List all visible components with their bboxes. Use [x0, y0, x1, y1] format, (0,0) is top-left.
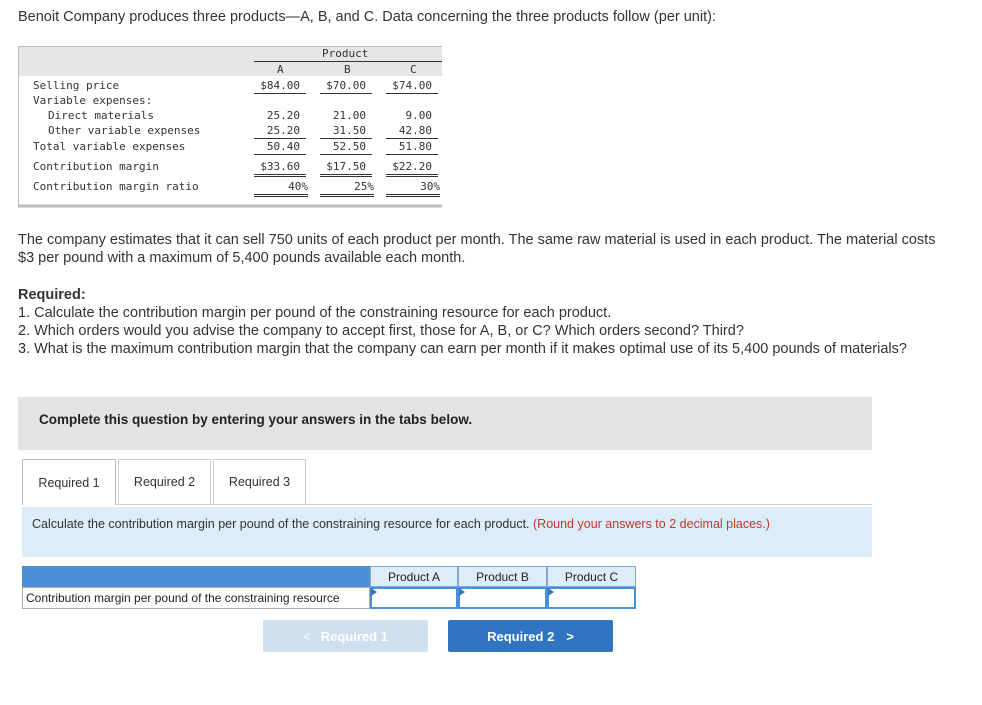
rounding-note: (Round your answers to 2 decimal places.)	[533, 517, 770, 531]
cell: 21.00	[332, 109, 366, 122]
question-instruction	[22, 507, 872, 557]
cell: 25%	[354, 180, 374, 193]
answer-table	[22, 566, 636, 609]
double-underline	[386, 194, 440, 197]
cell: 40%	[288, 180, 308, 193]
cell: $74.00	[392, 79, 432, 92]
cell: 42.80	[398, 124, 432, 137]
tab-baseline	[116, 504, 872, 505]
cell: $33.60	[260, 160, 300, 173]
required-item-1: 1. Calculate the contribution margin per pound of the constraining resource for each product.	[18, 305, 612, 321]
row-label-total-variable-expenses: Total variable expenses	[33, 140, 186, 153]
col-header-b: B	[344, 63, 351, 76]
row-label-other-variable-expenses: Other variable expenses	[48, 124, 201, 137]
intro-text: Benoit Company produces three products—A, B, and C. Data concerning the three products follow (per unit):	[18, 9, 716, 25]
tab-required-2[interactable]: Required 2	[118, 459, 211, 504]
col-header-a: A	[277, 63, 284, 76]
row-label-variable-expenses: Variable expenses:	[33, 94, 153, 107]
row-label-selling-price: Selling price	[33, 79, 120, 92]
cell: $70.00	[326, 79, 366, 92]
double-underline	[254, 174, 306, 177]
input-marker-icon	[459, 588, 465, 596]
underline	[254, 154, 306, 155]
answer-header-blank	[22, 566, 370, 587]
product-data-table	[18, 46, 442, 208]
cell: 25.20	[266, 124, 300, 137]
answer-input-product-b[interactable]	[458, 587, 547, 609]
answer-input-product-a[interactable]	[370, 587, 458, 609]
input-marker-icon	[548, 588, 554, 596]
chevron-right-icon: >	[566, 628, 574, 644]
required-title: Required:	[18, 287, 86, 303]
prev-button-label: Required 1	[320, 628, 388, 644]
underline	[320, 154, 372, 155]
cell: 50.40	[266, 140, 300, 153]
cell: $84.00	[260, 79, 300, 92]
group-underline	[254, 61, 442, 62]
cell: 51.80	[398, 140, 432, 153]
row-label-contribution-margin-ratio: Contribution margin ratio	[33, 180, 199, 193]
next-button-label: Required 2	[487, 628, 555, 644]
tab-required-3[interactable]: Required 3	[213, 459, 306, 504]
cell: 30%	[420, 180, 440, 193]
product-group-header: Product	[322, 47, 369, 60]
underline	[254, 93, 306, 94]
tab-required-1[interactable]: Required 1	[22, 459, 116, 505]
row-label-contribution-margin: Contribution margin	[33, 160, 159, 173]
row-label-direct-materials: Direct materials	[48, 109, 154, 122]
double-underline	[320, 194, 374, 197]
prev-button[interactable]	[263, 620, 428, 652]
col-header-c: C	[410, 63, 417, 76]
input-marker-icon	[371, 588, 377, 596]
double-underline	[254, 194, 308, 197]
required-item-2: 2. Which orders would you advise the company to accept first, those for A, B, or C? Which orders second? Third?	[18, 323, 744, 339]
double-underline	[386, 174, 438, 177]
banner-text: Complete this question by entering your answers in the tabs below.	[39, 412, 473, 427]
double-underline	[320, 174, 372, 177]
answer-header-product-c: Product C	[547, 566, 636, 587]
cell: $22.20	[392, 160, 432, 173]
underline	[320, 138, 372, 139]
underline	[254, 138, 306, 139]
answer-input-product-c[interactable]	[547, 587, 636, 609]
next-button[interactable]	[448, 620, 613, 652]
underline	[386, 154, 438, 155]
instruction-banner	[18, 397, 872, 450]
chevron-left-icon: <	[303, 628, 311, 644]
answer-header-product-b: Product B	[458, 566, 547, 587]
underline	[320, 93, 372, 94]
cell: 52.50	[332, 140, 366, 153]
answer-row-label: Contribution margin per pound of the constraining resource	[22, 587, 370, 609]
cell: 9.00	[405, 109, 432, 122]
underline	[386, 138, 438, 139]
underline	[386, 93, 438, 94]
answer-header-product-a: Product A	[370, 566, 458, 587]
cell: 31.50	[332, 124, 366, 137]
cell: 25.20	[266, 109, 300, 122]
instruction-text: Calculate the contribution margin per pound of the constraining resource for each product.	[32, 517, 530, 531]
cell: $17.50	[326, 160, 366, 173]
required-item-3: 3. What is the maximum contribution margin that the company can earn per month if it makes optimal use of its 5,400 pounds of materials?	[18, 341, 907, 357]
description-paragraph: The company estimates that it can sell 750 units of each product per month. The same raw material is used in each product. The material costs $3 per pound with a maximum of 5,400 pounds available each month.	[18, 232, 936, 266]
